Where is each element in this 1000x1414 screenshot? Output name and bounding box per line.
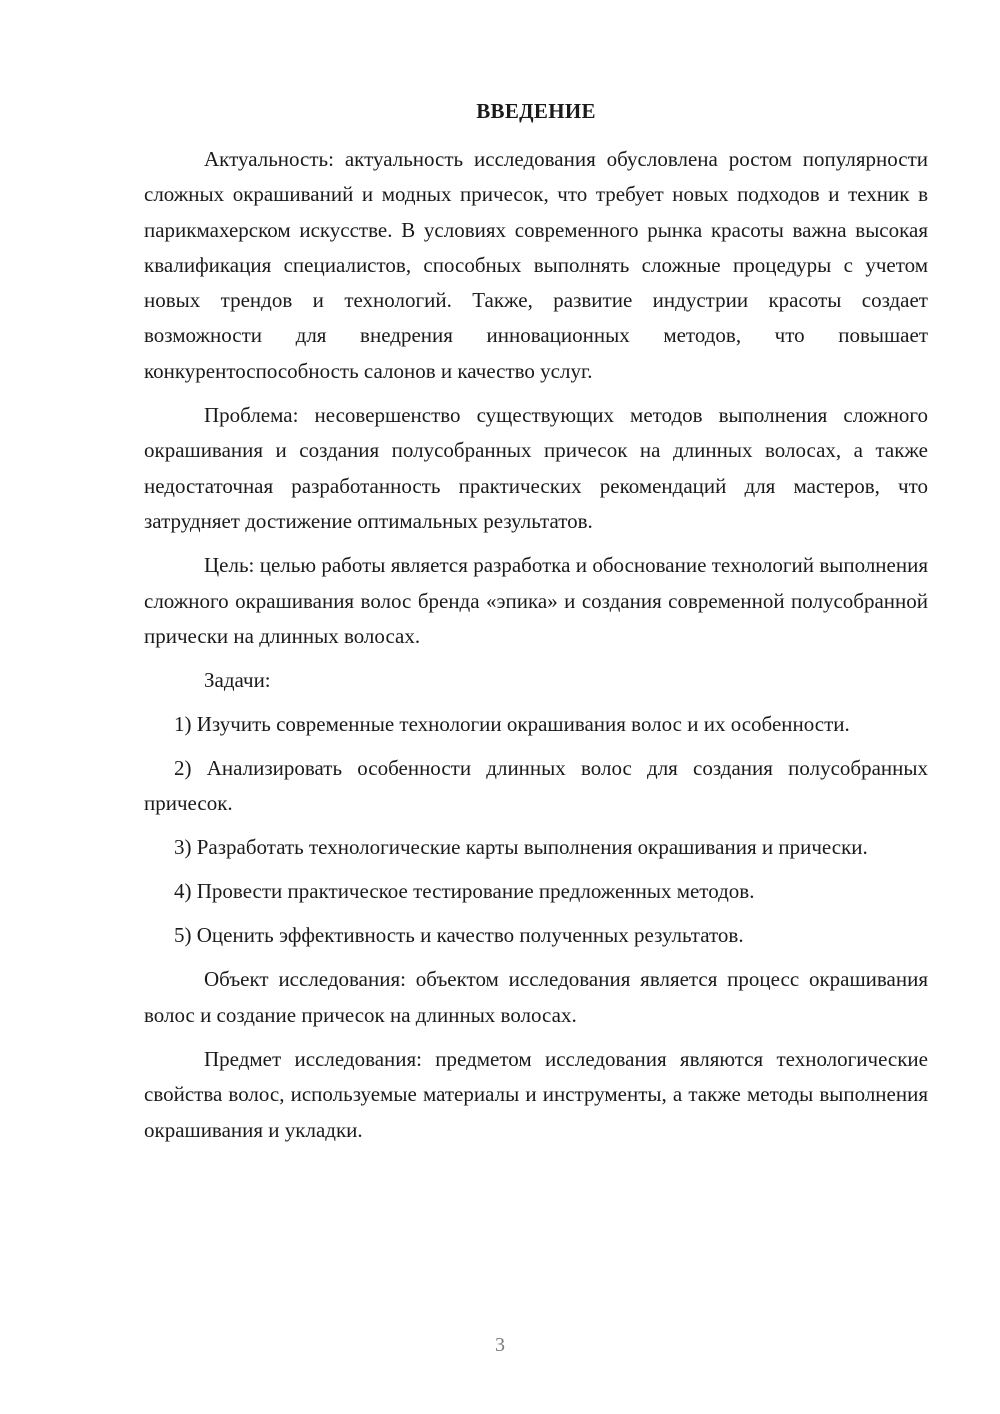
task-item: 1) Изучить современные технологии окрашивания волос и их особенности. bbox=[174, 712, 850, 737]
paragraph-goal: Цель: целью работы является разработка и обоснование технологий выполнения сложного окрашивания волос бренда «эпика» и создания современной полусобранной прически на длинных волосах. bbox=[144, 553, 928, 648]
task-item: 4) Провести практическое тестирование предложенных методов. bbox=[174, 879, 755, 904]
page-number: 3 bbox=[495, 1334, 505, 1356]
document-body bbox=[144, 142, 928, 1157]
paragraph-object: Объект исследования: объектом исследования является процесс окрашивания волос и создание причесок на длинных волосах. bbox=[144, 967, 928, 1027]
task-item: 3) Разработать технологические карты выполнения окрашивания и прически. bbox=[174, 835, 868, 860]
task-item: 5) Оценить эффективность и качество полученных результатов. bbox=[174, 923, 744, 948]
paragraph-subject: Предмет исследования: предметом исследования являются технологические свойства волос, используемые материалы и инструменты, а также методы выполнения окрашивания и укладки. bbox=[144, 1047, 928, 1142]
paragraph-problem: Проблема: несовершенство существующих методов выполнения сложного окрашивания и создания полусобранных причесок на длинных волосах, а также недостаточная разработанность практических рекомендаций для мастеров, что затрудняет достижение оптимальных результатов. bbox=[144, 403, 928, 533]
task-item: 2) Анализировать особенности длинных волос для создания полусобранных причесок. bbox=[144, 756, 928, 816]
section-title: ВВЕДЕНИЕ bbox=[476, 99, 596, 123]
paragraph-relevance: Актуальность: актуальность исследования обусловлена ростом популярности сложных окрашиваний и модных причесок, что требует новых подходов и техник в парикмахерском искусстве. В условиях современного рынка красоты важна высокая квалификация специалистов, способных выполнять сложные процедуры с учетом новых трендов и технологий. Также, развитие индустрии красоты создает возможности для внедрения инновационных методов, что повышает конкурентоспособность салонов и качество услуг. bbox=[144, 147, 928, 383]
tasks-label: Задачи: bbox=[204, 668, 271, 693]
